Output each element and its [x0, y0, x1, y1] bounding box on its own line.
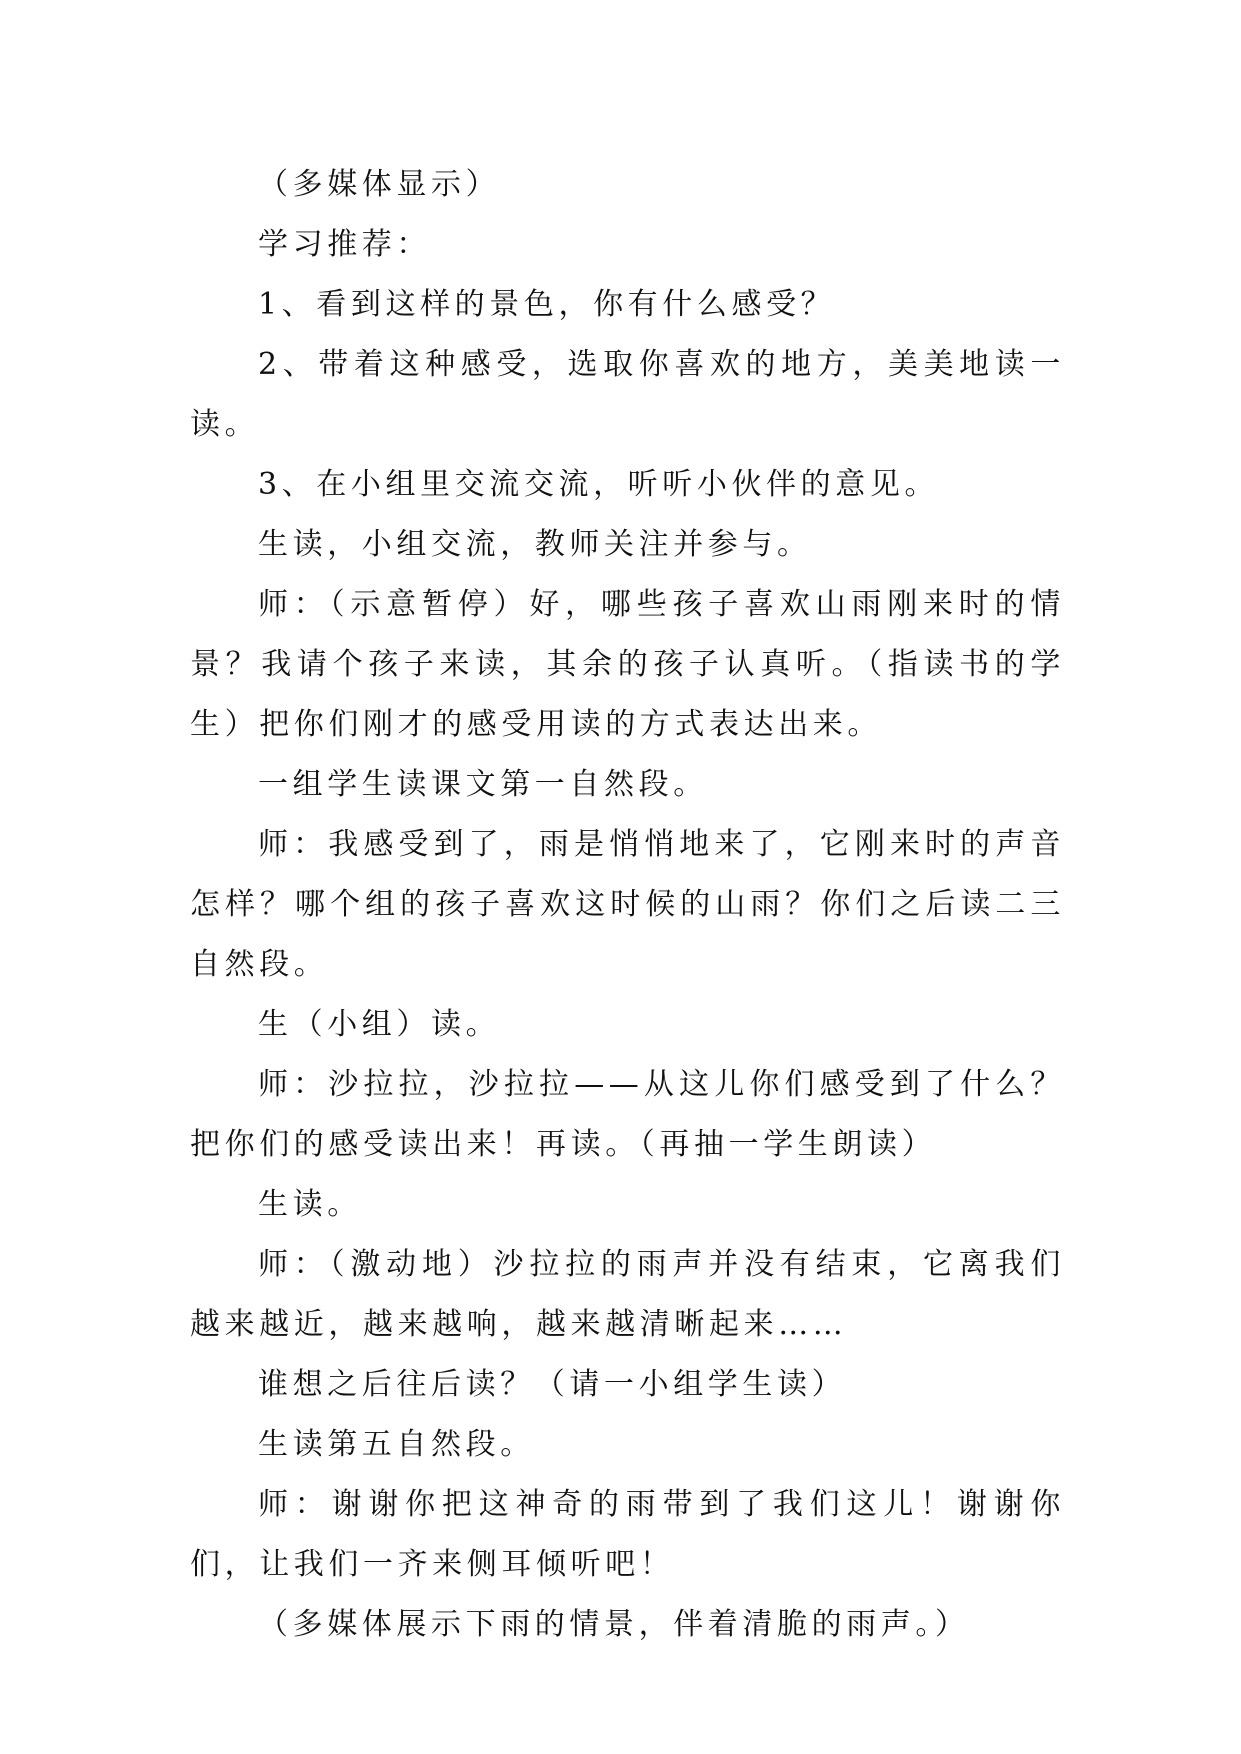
paragraph-item-3: 3、在小组里交流交流，听听小伙伴的意见。 [258, 467, 940, 502]
paragraph-multimedia-display: （多媒体显示） [258, 167, 501, 202]
paragraph-multimedia-rain: （多媒体展示下雨的情景，伴着清脆的雨声。） [258, 1607, 970, 1642]
paragraph-teacher-excited: 师：（激动地）沙拉拉的雨声并没有结束，它离我们越来越近，越来越响，越来越清晰起来…… [190, 1247, 1065, 1342]
paragraph-who-reads-next: 谁想之后往后读？（请一小组学生读） [258, 1367, 847, 1402]
paragraph-teacher-shalala: 师：沙拉拉，沙拉拉——从这儿你们感受到了什么？把你们的感受读出来！再读。（再抽一学生朗读） [190, 1067, 1065, 1162]
paragraph-study-recommendation: 学习推荐： [258, 227, 431, 262]
paragraph-reads-fifth: 生读第五自然段。 [258, 1427, 535, 1462]
paragraph-student-group-discussion: 生读，小组交流，教师关注并参与。 [258, 527, 812, 562]
paragraph-teacher-thanks: 师：谢谢你把这神奇的雨带到了我们这儿！谢谢你们，让我们一齐来侧耳倾听吧！ [190, 1487, 1065, 1582]
paragraph-item-2: 2、带着这种感受，选取你喜欢的地方，美美地读一读。 [190, 347, 1065, 442]
paragraph-item-1: 1、看到这样的景色，你有什么感受？ [258, 287, 836, 322]
paragraph-group-reads-first: 一组学生读课文第一自然段。 [258, 767, 708, 802]
paragraph-student-reads: 生读。 [258, 1187, 362, 1222]
paragraph-teacher-quiet-rain: 师：我感受到了，雨是悄悄地来了，它刚来时的声音怎样？哪个组的孩子喜欢这时候的山雨？你们之后读二三自然段。 [190, 827, 1065, 982]
paragraph-group-reads: 生（小组）读。 [258, 1007, 501, 1042]
paragraph-teacher-pause: 师：（示意暂停）好，哪些孩子喜欢山雨刚来时的情景？我请个孩子来读，其余的孩子认真听。（指读书的学生）把你们刚才的感受用读的方式表达出来。 [190, 587, 1065, 742]
document-page [190, 155, 1065, 1655]
